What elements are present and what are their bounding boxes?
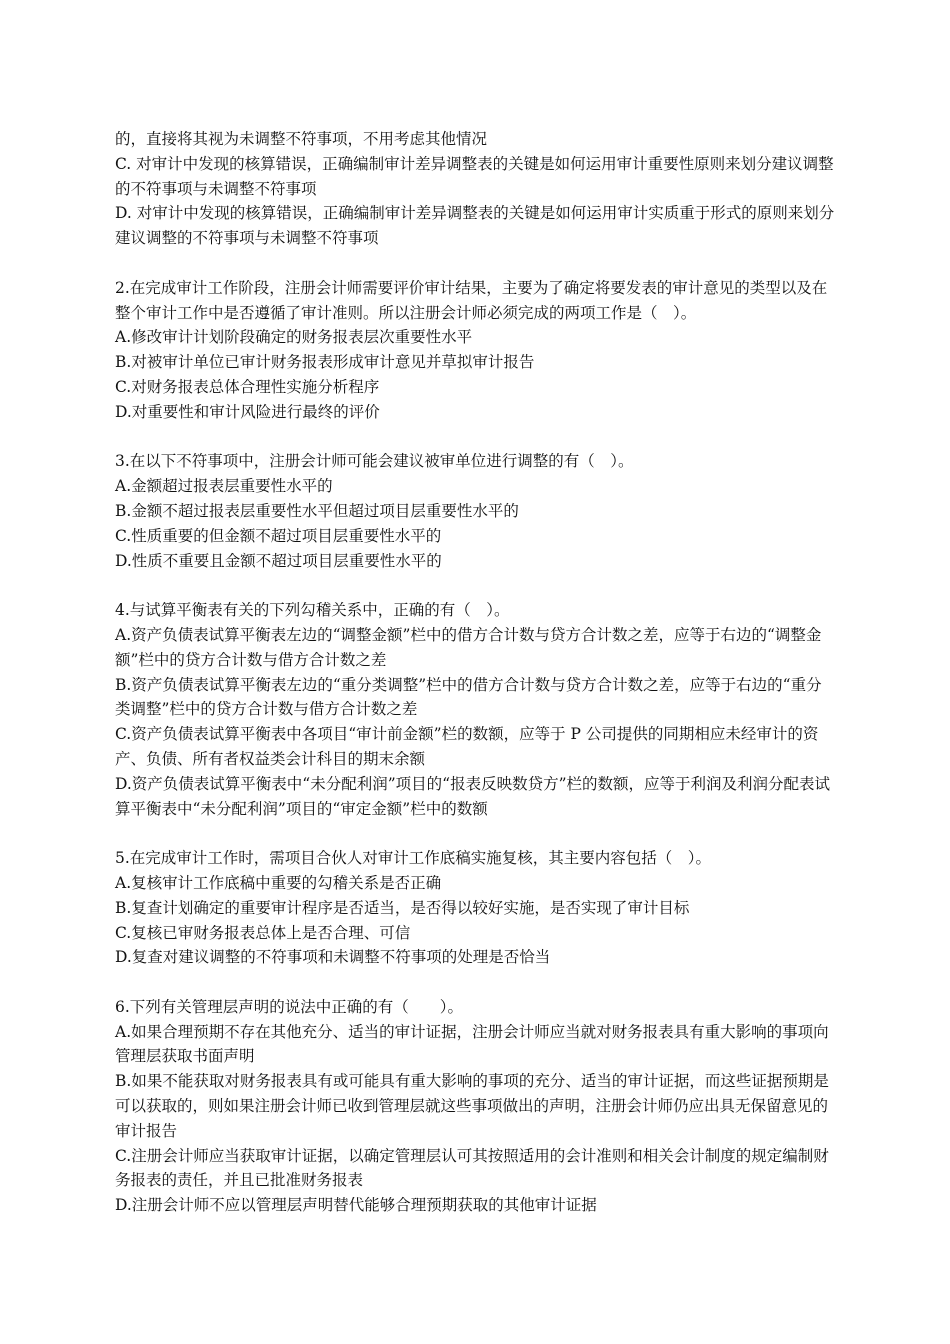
- option-a: A.复核审计工作底稿中重要的勾稽关系是否正确: [115, 873, 442, 892]
- question-4: [115, 598, 837, 821]
- question-stem: 6.下列有关管理层声明的说法中正确的有（ ）。: [115, 997, 464, 1016]
- option-a: A.修改审计计划阶段确定的财务报表层次重要性水平: [115, 328, 473, 347]
- question-5: [115, 846, 837, 970]
- option-a: A.如果合理预期不存在其他充分、适当的审计证据，注册会计师应当就对财务报表具有重大影响的事项向管理层获取书面声明: [115, 1022, 829, 1066]
- option-c: C.性质重要的但金额不超过项目层重要性水平的: [115, 526, 442, 545]
- question-2: [115, 276, 837, 425]
- option-d: D.对重要性和审计风险进行最终的评价: [115, 402, 380, 421]
- option-b: B.如果不能获取对财务报表具有或可能具有重大影响的事项的充分、适当的审计证据，而这些证据预期是可以获取的，则如果注册会计师已收到管理层就这些事项做出的声明，注册会计师仍应出具无保留意见的审计报告: [115, 1072, 829, 1140]
- option-b: B.资产负债表试算平衡表左边的“重分类调整”栏中的借方合计数与贷方合计数之差，应等于右边的“重分类调整”栏中的贷方合计数与借方合计数之差: [115, 675, 822, 719]
- option-b: B.对被审计单位已审计财务报表形成审计意见并草拟审计报告: [115, 353, 535, 372]
- continuation-line: 的，直接将其视为未调整不符事项，不用考虑其他情况: [115, 130, 488, 148]
- option-a: A.资产负债表试算平衡表左边的“调整金额”栏中的借方合计数与贷方合计数之差，应等于右边的“调整金额”栏中的贷方合计数与借方合计数之差: [115, 625, 822, 669]
- option-b: B.金额不超过报表层重要性水平但超过项目层重要性水平的: [115, 501, 519, 520]
- question-6: [115, 995, 837, 1218]
- question-stem: 5.在完成审计工作时，需项目合伙人对审计工作底稿实施复核，其主要内容包括（ ）。: [115, 849, 712, 868]
- question-stem: 4.与试算平衡表有关的下列勾稽关系中，正确的有（ ）。: [115, 601, 510, 620]
- option-c: C.注册会计师应当获取审计证据，以确定管理层认可其按照适用的会计准则和相关会计制度的规定编制财务报表的责任，并且已批准财务报表: [115, 1146, 829, 1190]
- question-stem: 2.在完成审计工作阶段，注册会计师需要评价审计结果，主要为了确定将要发表的审计意见的类型以及在整个审计工作中是否遵循了审计准则。所以注册会计师必须完成的两项工作是（ ）。: [115, 278, 828, 322]
- document-page: [115, 127, 837, 1218]
- option-d: D.资产负债表试算平衡表中“未分配利润”项目的“报表反映数贷方”栏的数额，应等于利润及利润分配表试算平衡表中“未分配利润”项目的“审定金额”栏中的数额: [115, 774, 831, 818]
- option-c: C.资产负债表试算平衡表中各项目“审计前金额”栏的数额，应等于 P 公司提供的同期相应未经审计的资产、负债、所有者权益类会计科目的期末余额: [115, 725, 819, 768]
- continuation-option-d: D. 对审计中发现的核算错误，正确编制审计差异调整表的关键是如何运用审计实质重于形式的原则来划分建议调整的不符事项与未调整不符事项: [115, 204, 835, 248]
- question-stem: 3.在以下不符事项中，注册会计师可能会建议被审单位进行调整的有（ ）。: [115, 452, 634, 471]
- option-a: A.金额超过报表层重要性水平的: [115, 477, 333, 496]
- option-c: C.复核已审财务报表总体上是否合理、可信: [115, 923, 411, 942]
- question-3: [115, 449, 837, 573]
- option-c: C.对财务报表总体合理性实施分析程序: [115, 377, 380, 396]
- continuation-block: [115, 127, 837, 251]
- option-d: D.性质不重要且金额不超过项目层重要性水平的: [115, 551, 442, 570]
- option-d: D.注册会计师不应以管理层声明替代能够合理预期获取的其他审计证据: [115, 1196, 597, 1215]
- option-d: D.复查对建议调整的不符事项和未调整不符事项的处理是否恰当: [115, 948, 551, 967]
- option-b: B.复查计划确定的重要审计程序是否适当，是否得以较好实施，是否实现了审计目标: [115, 898, 690, 917]
- continuation-option-c: C. 对审计中发现的核算错误，正确编制审计差异调整表的关键是如何运用审计重要性原则来划分建议调整的不符事项与未调整不符事项: [115, 154, 834, 198]
